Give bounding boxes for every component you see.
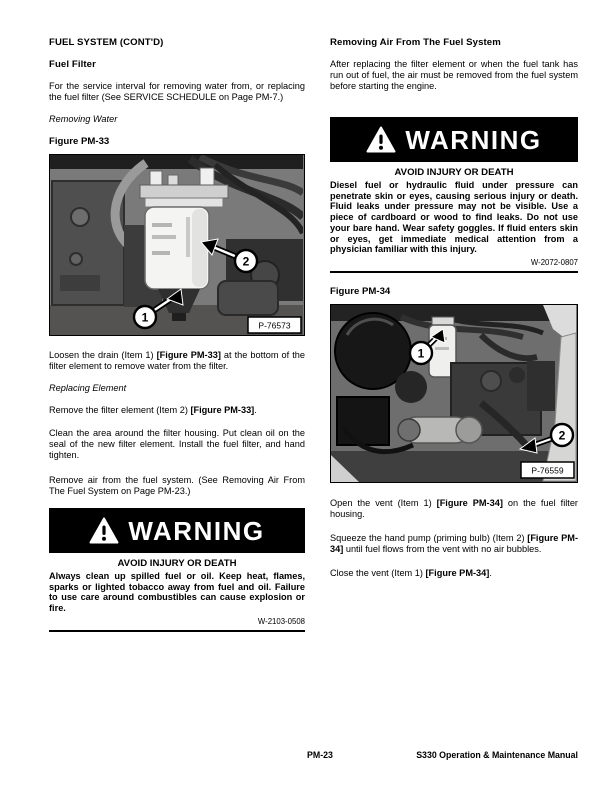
svg-text:1: 1: [417, 346, 425, 361]
remove-air-paragraph: Remove air from the fuel system. (See Removing Air From The Fuel System on Page PM-23.): [49, 475, 305, 496]
callout-1-marker: [410, 342, 432, 364]
page-footer: [49, 750, 578, 764]
warning-subtitle: AVOID INJURY OR DEATH: [117, 558, 237, 569]
paragraph-text: Squeeze the hand pump (priming bulb) (Item 2): [330, 532, 528, 543]
paragraph-text: on the fuel filter housing.: [330, 497, 578, 519]
figure-reference: [Figure PM-34]: [436, 497, 503, 508]
warning-banner: [49, 508, 305, 553]
warning-code: W-2103-0508: [257, 616, 305, 626]
callout-2-marker: [235, 250, 257, 272]
paragraph-text: .: [254, 405, 257, 415]
figure-pm34-label: Figure PM-34: [330, 285, 391, 297]
paragraph-text: until fuel flows from the vent with no air bubbles.: [343, 543, 542, 554]
photo-id-label: [521, 462, 574, 478]
warning-box-fuel-oil: [49, 508, 305, 632]
warning-subtitle: AVOID INJURY OR DEATH: [394, 167, 514, 178]
svg-text:1: 1: [141, 310, 149, 325]
warning-box-pressure: [330, 117, 578, 273]
svg-text:2: 2: [242, 254, 250, 269]
svg-text:2: 2: [558, 428, 566, 443]
warning-body-text: Diesel fuel or hydraulic fluid under pressure can penetrate skin or eyes, causing serious injury or death. Fluid leaks under pressure may not be visible. Use a piece of cardboard or wood to find leaks. Do not use your bare hand. Wear safety goggles. If fluid enters skin or eyes, get immediate medical attention from a physician familiar with this injury.: [330, 180, 578, 255]
warning-divider-rule: [330, 271, 578, 273]
photo-id-label: [248, 317, 301, 333]
figure-reference: [Figure PM-34]: [330, 532, 579, 554]
left-column: [49, 37, 305, 632]
footer-manual-title: S330 Operation & Maintenance Manual: [416, 750, 578, 760]
open-vent-paragraph: [330, 498, 578, 520]
footer-page-number: PM-23: [307, 750, 333, 760]
warning-body-text: Always clean up spilled fuel or oil. Keep heat, flames, sparks or lighted tobacco away from fuel and oil. Failure to use care around combustibles can cause explosion or fire.: [49, 571, 305, 614]
figure-reference: [Figure PM-33]: [190, 405, 255, 415]
svg-text:P-76559: P-76559: [531, 465, 564, 476]
figure-reference: [Figure PM-34]: [425, 567, 490, 578]
paragraph-text: Open the vent (Item 1): [330, 497, 437, 508]
replacing-element-subheading: Replacing Element: [49, 383, 127, 393]
service-interval-paragraph: For the service interval for removing water from, or replacing the fuel filter (See SERVICE SCHEDULE on Page PM-7.): [49, 81, 305, 102]
remove-element-paragraph: [49, 405, 305, 416]
right-column: [330, 37, 578, 579]
figure-pm33-label: Figure PM-33: [49, 136, 110, 147]
clean-area-paragraph: Clean the area around the filter housing. Put clean oil on the seal of the new filter element. Install the fuel filter, and hand tighten.: [49, 428, 305, 460]
warning-title: WARNING: [405, 124, 542, 155]
paragraph-text: .: [489, 567, 492, 578]
section-heading: FUEL SYSTEM (CONT'D): [49, 37, 164, 48]
warning-triangle-icon: [366, 126, 396, 153]
paragraph-text: Loosen the drain (Item 1): [49, 350, 157, 360]
engine-bay-photo: [331, 305, 576, 482]
figure-pm33-photo: [49, 154, 305, 336]
warning-title: WARNING: [128, 515, 265, 546]
callout-1-marker: [134, 306, 156, 328]
warning-triangle-icon: [89, 517, 119, 544]
callout-2-marker: [551, 424, 573, 446]
paragraph-text: at the bottom of the filter element to remove water from the filter.: [49, 350, 305, 371]
squeeze-pump-paragraph: [330, 533, 578, 555]
warning-divider-rule: [49, 630, 305, 632]
close-vent-paragraph: [330, 568, 578, 579]
fuel-filter-heading: Fuel Filter: [49, 59, 96, 70]
warning-code: W-2072-0807: [530, 257, 578, 267]
warning-banner: [330, 117, 578, 162]
svg-text:P-76573: P-76573: [258, 320, 291, 331]
engine-fuel-filter-photo: [50, 155, 303, 335]
paragraph-text: Remove the filter element (Item 2): [49, 405, 191, 415]
figure-pm34-photo: [330, 304, 578, 483]
removing-water-subheading: Removing Water: [49, 114, 118, 124]
paragraph-text: Close the vent (Item 1): [330, 567, 426, 578]
loosen-drain-paragraph: [49, 350, 305, 372]
intro-paragraph: After replacing the filter element or when the fuel tank has run out of fuel, the air must be removed from the fuel system before starting the engine.: [330, 59, 578, 91]
figure-reference: [Figure PM-33]: [156, 350, 221, 360]
section-heading: Removing Air From The Fuel System: [330, 37, 501, 48]
